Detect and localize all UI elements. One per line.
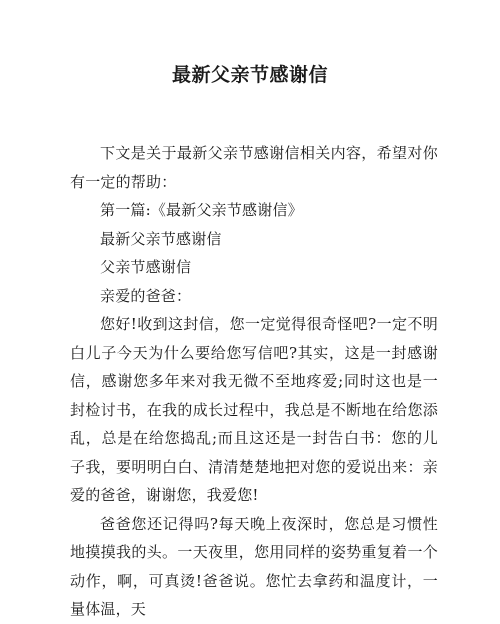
salutation: 亲爱的爸爸： xyxy=(100,286,192,305)
document-body xyxy=(70,139,438,624)
intro-paragraph: 下文是关于最新父亲节感谢信相关内容，希望对你有一定的帮助： xyxy=(70,144,438,191)
subheading-line: 父亲节感谢信 xyxy=(100,258,192,276)
body-paragraph: 您好!收到这封信，您一定觉得很奇怪吧?一定不明白儿子今天为什么要给您写信吧?其实，这是一封感谢信，感谢您多年来对我无微不至地疼爱;同时这也是一封检讨书，在我的成长过程中，我总是不断地在给您添乱，总是在给您捣乱;而且这还是一封告白书：您的儿子我，要明明白白、清清楚楚地把对您的爱说出来：亲爱的爸爸，谢谢您，我爱您! xyxy=(70,315,438,504)
section-heading: 第一篇:《最新父亲节感谢信》 xyxy=(100,201,303,219)
body-paragraph: 爸爸您还记得吗?每天晚上夜深时，您总是习惯性地摸摸我的头。一天夜里，您用同样的姿势重复着一个动作，啊，可真烫!爸爸说。您忙去拿药和温度计，一量体温，天 xyxy=(70,514,438,618)
subheading-line: 最新父亲节感谢信 xyxy=(100,229,222,248)
document-title: 最新父亲节感谢信 xyxy=(171,64,328,86)
